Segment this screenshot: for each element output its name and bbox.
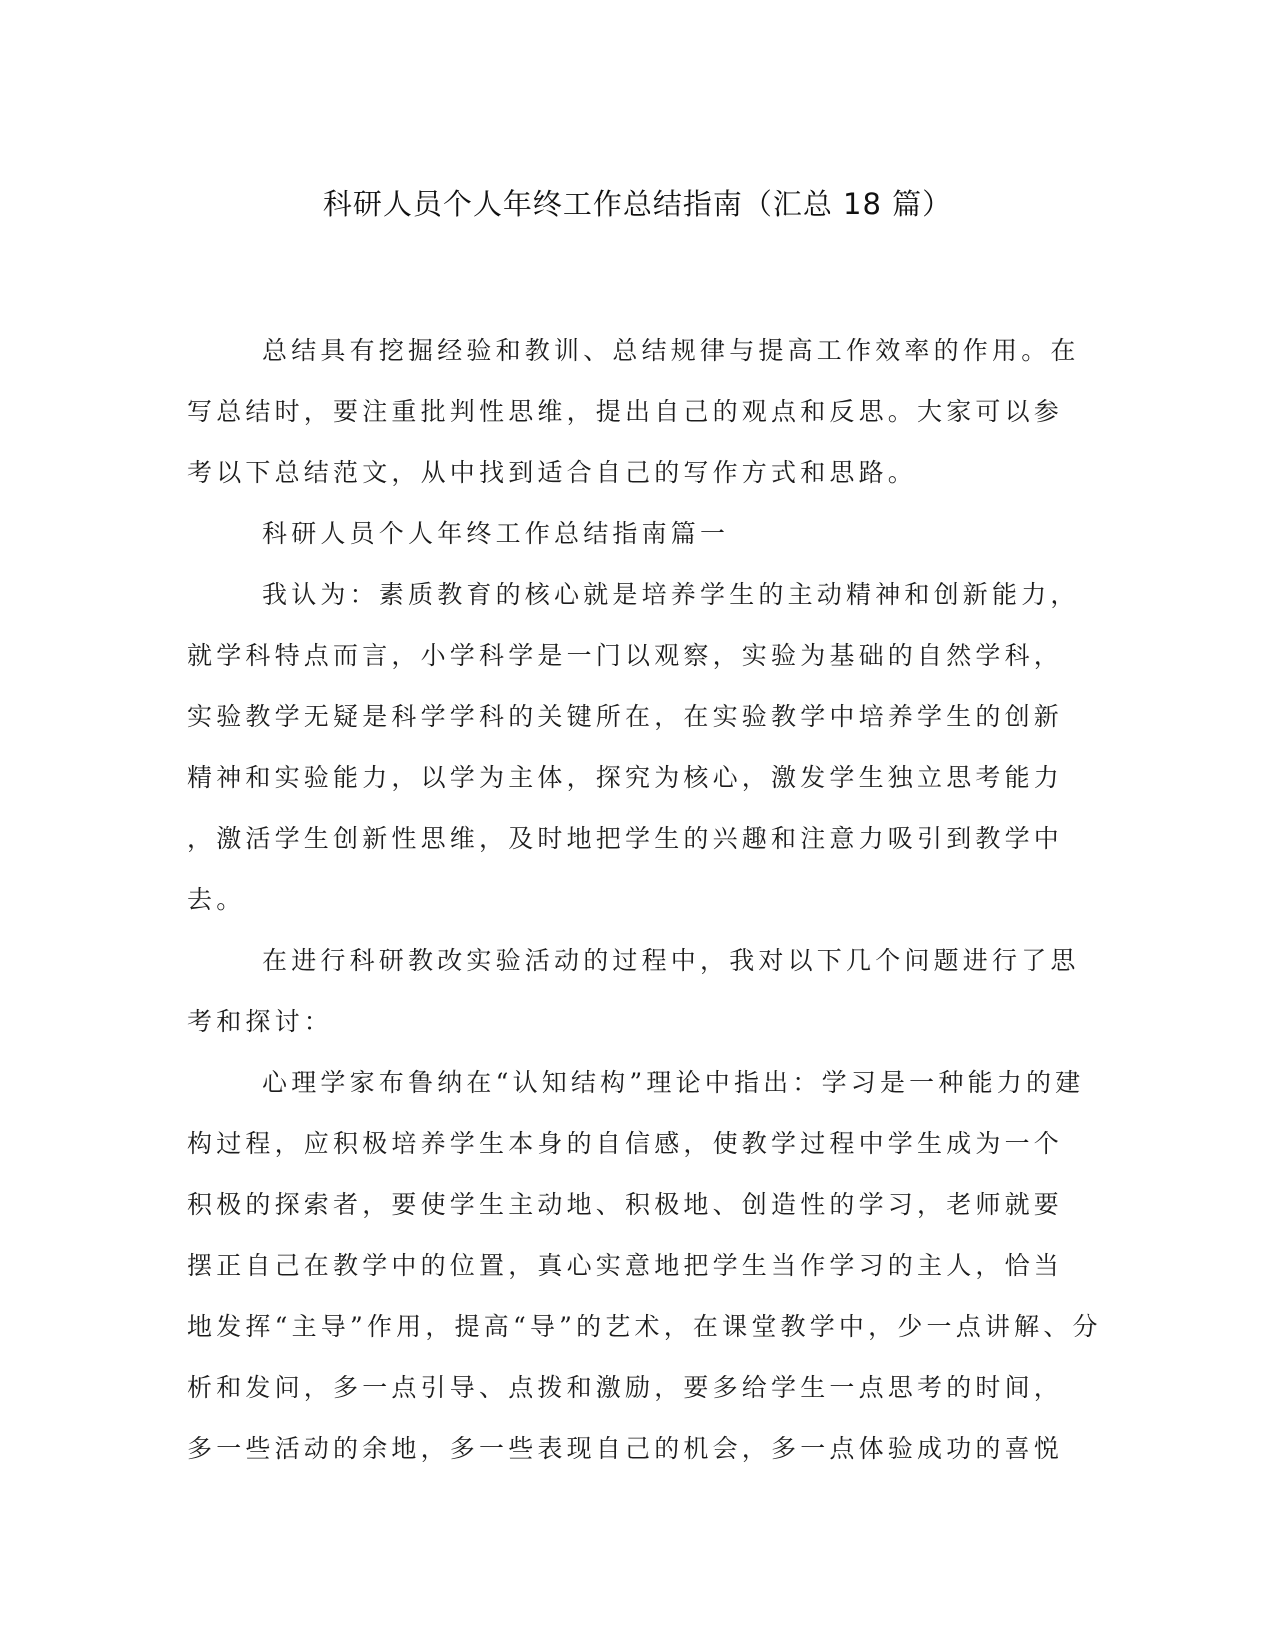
- text-line: 析和发问，多一点引导、点拨和激励，要多给学生一点思考的时间，: [187, 1373, 1064, 1402]
- text-line: 积极的探索者，要使学生主动地、积极地、创造性的学习，老师就要: [187, 1190, 1064, 1219]
- text-line: 多一些活动的余地，多一些表现自己的机会，多一点体验成功的喜悦: [187, 1434, 1064, 1463]
- text-line: 就学科特点而言，小学科学是一门以观察，实验为基础的自然学科，: [187, 641, 1064, 670]
- text-line: 精神和实验能力，以学为主体，探究为核心，激发学生独立思考能力: [187, 763, 1064, 792]
- text-line: 心理学家布鲁纳在“认知结构”理论中指出：学习是一种能力的建: [262, 1068, 1085, 1097]
- text-line: 在进行科研教改实验活动的过程中，我对以下几个问题进行了思: [262, 946, 1080, 975]
- text-line: 构过程，应积极培养学生本身的自信感，使教学过程中学生成为一个: [187, 1129, 1064, 1158]
- document-body: [187, 320, 1102, 1479]
- text-line: 实验教学无疑是科学学科的关键所在，在实验教学中培养学生的创新: [187, 702, 1064, 731]
- text-line: 摆正自己在教学中的位置，真心实意地把学生当作学习的主人，恰当: [187, 1251, 1064, 1280]
- text-line: ，激活学生创新性思维，及时地把学生的兴趣和注意力吸引到教学中: [187, 824, 1064, 853]
- document-title: 科研人员个人年终工作总结指南（汇总 18 篇）: [322, 187, 953, 221]
- text-line: 写总结时，要注重批判性思维，提出自己的观点和反思。大家可以参: [187, 397, 1064, 426]
- text-line: 考以下总结范文，从中找到适合自己的写作方式和思路。: [187, 458, 918, 487]
- text-line: 我认为：素质教育的核心就是培养学生的主动精神和创新能力，: [262, 580, 1080, 609]
- text-line: 总结具有挖掘经验和教训、总结规律与提高工作效率的作用。在: [262, 336, 1080, 365]
- text-line: 去。: [187, 885, 246, 914]
- text-line: 地发挥“主导”作用，提高“导”的艺术，在课堂教学中，少一点讲解、分: [187, 1312, 1102, 1341]
- text-line: 考和探讨：: [187, 1007, 334, 1036]
- section-heading: 科研人员个人年终工作总结指南篇一: [262, 519, 730, 548]
